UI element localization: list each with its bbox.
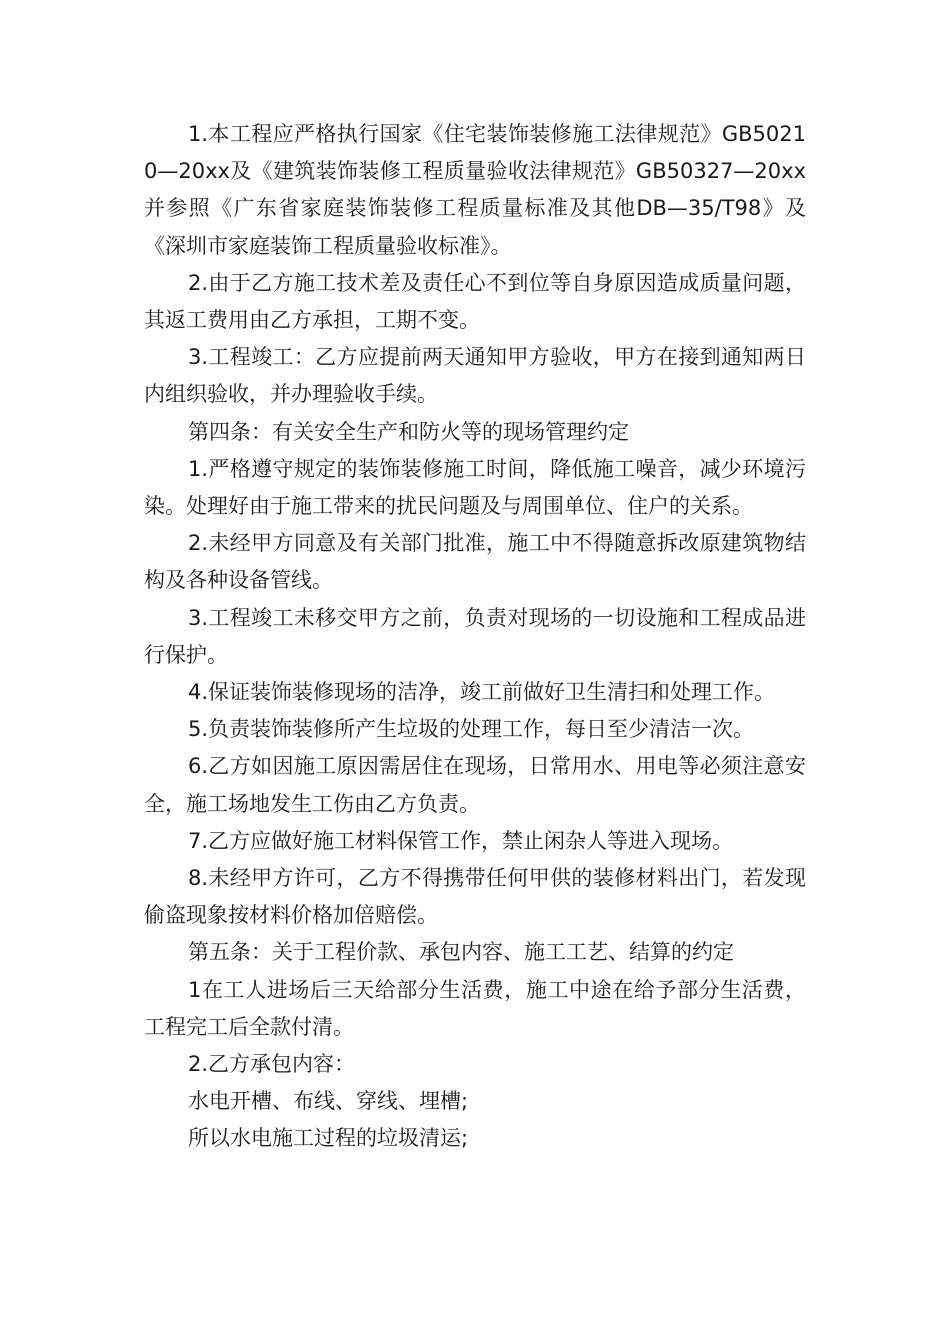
paragraph-waste-handling: 5.负责装饰装修所产生垃圾的处理工作，每日至少清洁一次。 bbox=[188, 717, 755, 742]
paragraph-quality-standards: 1.本工程应严格执行国家《住宅装饰装修施工法律规范》GB50210—20xx及《建筑装饰装修工程质量验收法律规范》GB50327—20xx并参照《广东省家庭装饰装修工程质量标准及其他DB—35/T98》及《深圳市家庭装饰工程质量验收标准》。 bbox=[144, 122, 806, 258]
paragraph-rework-cost: 2.由于乙方施工技术差及责任心不到位等自身原因造成质量问题，其返工费用由乙方承担，工期不变。 bbox=[144, 270, 806, 333]
paragraph-contract-scope-heading: 2.乙方承包内容： bbox=[188, 1052, 356, 1077]
section-heading-article-5: 第五条：关于工程价款、承包内容、施工工艺、结算的约定 bbox=[188, 940, 734, 965]
paragraph-no-structural-changes: 2.未经甲方同意及有关部门批准，施工中不得随意拆改原建筑物结构及各种设备管线。 bbox=[144, 531, 806, 593]
document-body bbox=[144, 116, 806, 1158]
paragraph-onsite-living-safety: 6.乙方如因施工原因需居住在现场，日常用水、用电等必须注意安全，施工场地发生工伤由乙方负责。 bbox=[144, 754, 806, 816]
section-heading-article-4: 第四条：有关安全生产和防火等的现场管理约定 bbox=[188, 419, 629, 444]
paragraph-construction-hours: 1.严格遵守规定的装饰装修施工时间，降低施工噪音，减少环境污染。处理好由于施工带来的扰民问题及与周围单位、住户的关系。 bbox=[144, 456, 806, 519]
paragraph-site-cleanliness: 4.保证装饰装修现场的洁净，竣工前做好卫生清扫和处理工作。 bbox=[188, 680, 776, 705]
paragraph-payment-schedule: 1在工人进场后三天给部分生活费，施工中途在给予部分生活费，工程完工后全款付清。 bbox=[144, 977, 806, 1039]
paragraph-material-storage: 7.乙方应做好施工材料保管工作，禁止闲杂人等进入现场。 bbox=[188, 828, 734, 853]
paragraph-completion-acceptance: 3.工程竣工：乙方应提前两天通知甲方验收，甲方在接到通知两日内组织验收，并办理验收手续。 bbox=[144, 345, 806, 407]
paragraph-scope-item-wiring: 水电开槽、布线、穿线、埋槽; bbox=[188, 1089, 469, 1114]
paragraph-site-protection: 3.工程竣工未移交甲方之前，负责对现场的一切设施和工程成品进行保护。 bbox=[144, 605, 806, 667]
paragraph-scope-item-cleanup: 所以水电施工过程的垃圾清运; bbox=[188, 1126, 469, 1151]
paragraph-material-theft: 8.未经甲方许可，乙方不得携带任何甲供的装修材料出门，若发现偷盗现象按材料价格加倍赔偿。 bbox=[144, 866, 806, 928]
